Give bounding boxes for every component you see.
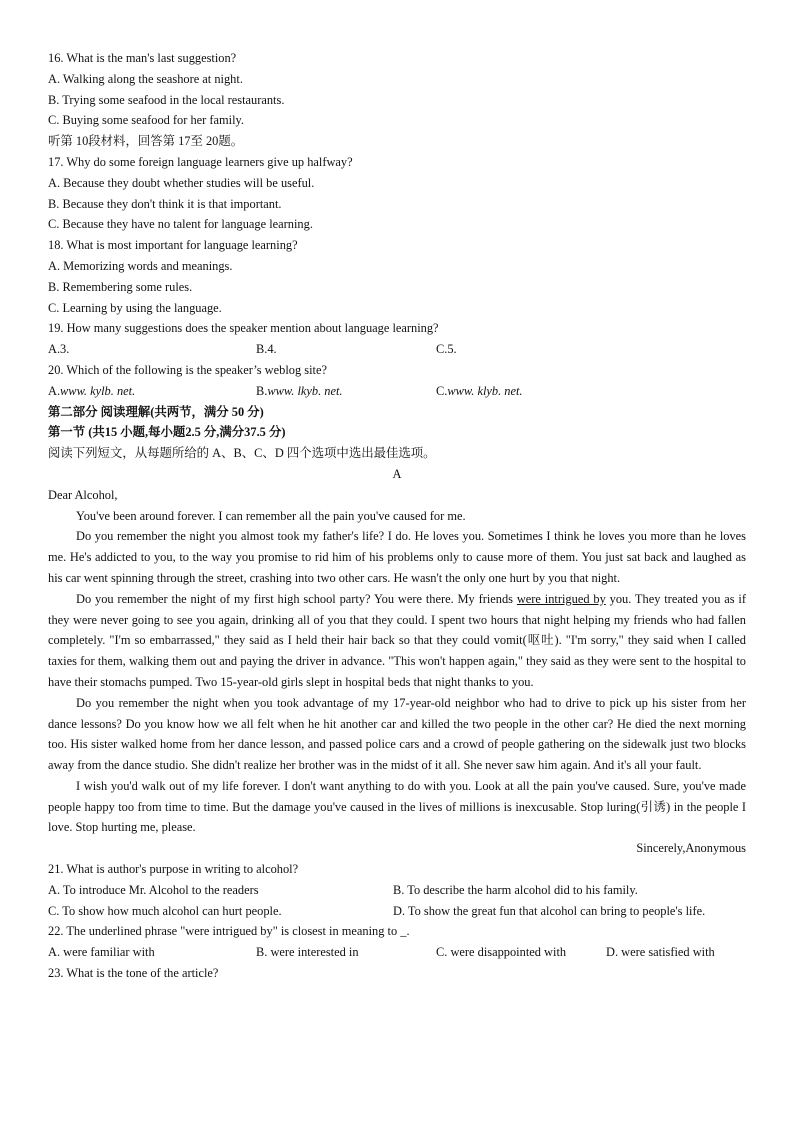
question-21-option-c: C. To show how much alcohol can hurt people. (48, 903, 282, 918)
question-19-option-a: A.3. (48, 342, 70, 357)
question-22-stem: 22. The underlined phrase "were intrigued by" is closest in meaning to _. (48, 924, 410, 939)
question-16-option-c: C. Buying some seafood for her family. (48, 113, 245, 128)
question-19-option-c: C.5. (436, 342, 457, 357)
passage-label: A (392, 466, 402, 481)
question-21-option-a: A. To introduce Mr. Alcohol to the readers (48, 882, 259, 897)
page-content (48, 48, 746, 984)
option-b-prefix: B. (256, 383, 268, 398)
option-a-url: www. kylb. net. (60, 383, 136, 398)
question-16-option-b: B. Trying some seafood in the local restaurants. (48, 92, 285, 107)
question-17-option-a: A. Because they doubt whether studies will be useful. (48, 175, 315, 190)
option-c-prefix: C. (436, 383, 448, 398)
question-17-option-b: B. Because they don't think it is that important. (48, 196, 282, 211)
question-20-option-a (48, 381, 256, 402)
question-22-option-b: B. were interested in (256, 945, 359, 960)
underlined-phrase: were intrigued by (516, 591, 606, 606)
question-20-option-c (436, 381, 606, 402)
question-21-option-b: B. To describe the harm alcohol did to his family. (393, 882, 638, 897)
question-23-stem: 23. What is the tone of the article? (48, 966, 219, 981)
question-19-stem: 19. How many suggestions does the speaker mention about language learning? (48, 321, 439, 336)
question-16-stem: 16. What is the man's last suggestion? (48, 51, 237, 65)
question-19-option-b: B.4. (256, 342, 277, 357)
part-two-title: 第二部分 阅读理解(共两节，满分 50 分) (48, 404, 264, 419)
question-22-option-d: D. were satisfied with (606, 945, 715, 960)
question-20-stem: 20. Which of the following is the speaker’s weblog site? (48, 362, 327, 377)
option-b-url: www. lkyb. net. (267, 383, 343, 398)
question-17-stem: 17. Why do some foreign language learners give up halfway? (48, 154, 353, 169)
question-21-options-ab (48, 880, 746, 901)
option-c-url: www. klyb. net. (447, 383, 523, 398)
question-17-option-c: C. Because they have no talent for language learning. (48, 217, 313, 232)
question-22-option-c: C. were disappointed with (436, 945, 567, 960)
question-22-option-a: A. were familiar with (48, 945, 155, 960)
letter-signature: Sincerely,Anonymous (636, 841, 746, 856)
question-19-options (48, 339, 746, 360)
question-20-options (48, 381, 746, 402)
question-18-option-c: C. Learning by using the language. (48, 300, 222, 315)
passage-paragraph-1: You've been around forever. I can remember all the pain you've caused for me. (76, 508, 466, 523)
question-22-options (48, 942, 746, 963)
passage-paragraph-3 (48, 589, 746, 693)
question-18-stem: 18. What is most important for language learning? (48, 238, 298, 253)
passage-paragraph-4: Do you remember the night when you took advantage of my 17-year-old neighbor who had to drive to pick up his sister from her dance lessons? Do you know how we all felt when he hit another car and killed the two people in the other car? He died the next morning too. His sister walked home from her dance lesson, and passed police cars and a crowd of people gathering on the sidewalk just two blocks away from the dance studio. She didn't realize her brother was in the midst of it all. She never saw him again. And it's all your fault. (48, 695, 746, 773)
question-16-option-a: A. Walking along the seashore at night. (48, 71, 243, 86)
passage-paragraph-2: Do you remember the night you almost took my father's life? I do. He loves you. Sometimes I think he loves you more than he loves me. He's addicted to you, to the way you promise to rid him of his problems only to cause more of them. You just sat back and laughed as his car went spinning through the street, crashing into two other cars. He wasn't the only one hurt by you that night. (48, 529, 746, 585)
option-a-prefix: A. (48, 383, 61, 398)
paragraph-3-before: Do you remember the night of my first high school party? You were there. My friends (76, 591, 517, 606)
section-10-instruction: 听第 10段材料，回答第 17至 20题。 (48, 134, 244, 149)
paragraph-3-after: you. They treated you as if they were never going to see you again, drinking all of you that they could. I spent two hours that night helping my friends who had fallen completely. "I'm so embarrassed," they said as I held their hair back so that they could vomit(呕吐). "I'm sorry," they said when I called taxies for them, walking them out and paying the driver in advance. "This won't happen again," they said as they were sent to the hospital to have their stomachs pumped. Two 15-year-old girls slept in hospital beds that night thanks to you. (48, 591, 746, 689)
passage-paragraph-5: I wish you'd walk out of my life forever. I don't want anything to do with you. Look at all the pain you've caused. Sure, you've made people happy too from time to time. But the damage you've caused in the lives of millions is inexcusable. Stop luring(引诱) in the people I love. Stop hurting me, please. (48, 778, 746, 835)
question-21-stem: 21. What is author's purpose in writing to alcohol? (48, 862, 299, 877)
question-21-option-d: D. To show the great fun that alcohol can bring to people's life. (393, 903, 706, 918)
question-18-option-a: A. Memorizing words and meanings. (48, 258, 233, 273)
reading-instruction: 阅读下列短文，从每题所给的 A、B、C、D 四个选项中选出最佳选项。 (48, 446, 436, 461)
question-18-option-b: B. Remembering some rules. (48, 279, 193, 294)
letter-greeting: Dear Alcohol, (48, 487, 118, 502)
question-20-option-b (256, 381, 436, 402)
section-one-title: 第一节 (共15 小题,每小题2.5 分,满分37.5 分) (48, 425, 286, 440)
